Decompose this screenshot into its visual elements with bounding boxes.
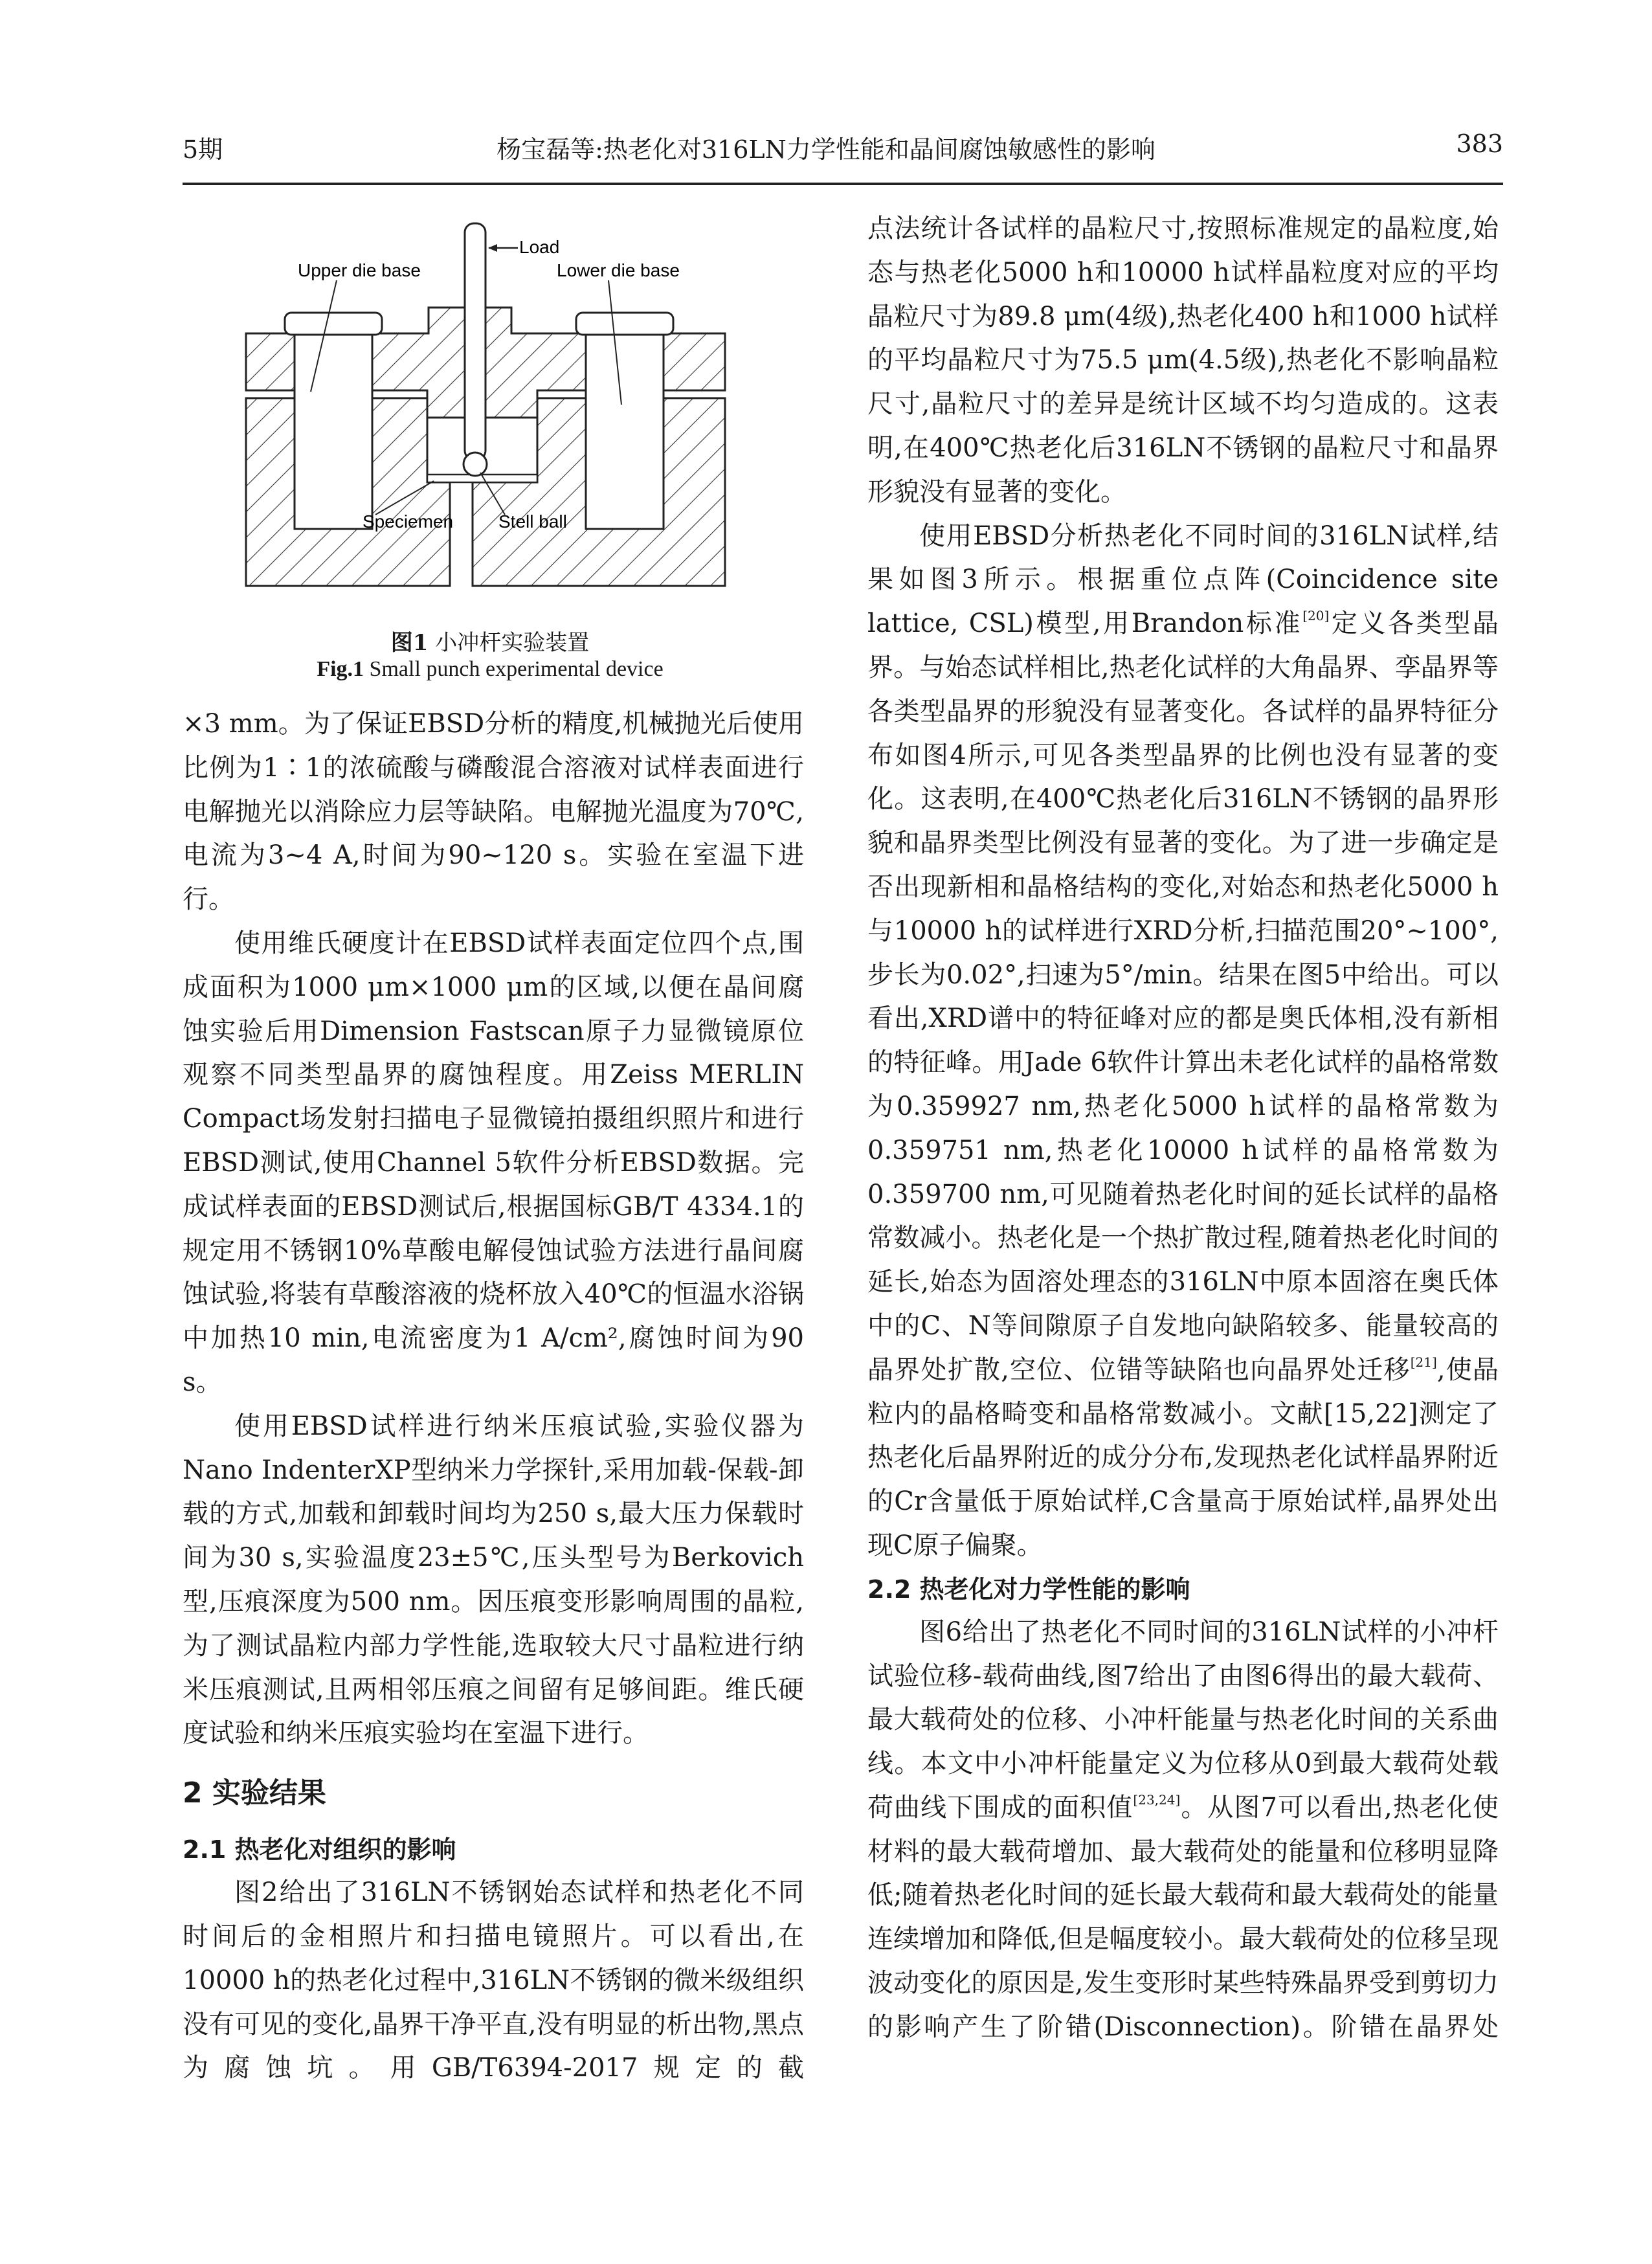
citation: [21]: [1410, 1354, 1437, 1370]
section-heading: 2 实验结果: [183, 1776, 326, 1810]
right-column: [867, 207, 1499, 2050]
label-specimen: Speciemen: [363, 511, 454, 532]
punch-rod: [465, 223, 486, 460]
bolt-head-right: [576, 313, 673, 335]
bolt-shaft-right: [586, 335, 664, 529]
running-title: 杨宝磊等:热老化对316LN力学性能和晶间腐蚀敏感性的影响: [497, 135, 1155, 164]
bolt-shaft-left: [295, 335, 372, 529]
paragraph: 图2给出了316LN不锈钢始态试样和热老化不同时间后的金相照片和扫描电镜照片。可以看出,在10000 h的热老化过程中,316LN不锈钢的微米级组织没有可见的变化,晶界干净平直,没有明显的析出物,黑点为腐蚀坑。用GB/T6394-2017规定的截: [183, 1877, 804, 2083]
citation: [20]: [1302, 608, 1330, 624]
small-punch-diagram: [240, 210, 731, 599]
left-column: [183, 702, 804, 2090]
page-number: 383: [1456, 129, 1503, 158]
paragraph: 使用维氏硬度计在EBSD试样表面定位四个点,围成面积为1000 μm×1000 μm的区域,以便在晶间腐蚀实验后用Dimension Fastscan原子力显微镜原位观察不同类型晶界的腐蚀程度。用Zeiss MERLIN Compact场发射扫描电子显微镜拍摄组织照片和进行EBSD测试,使用Channel 5软件分析EBSD数据。完成试样表面的EBSD测试后,根据国标GB/T 4334.1的规定用不锈钢10%草酸电解侵蚀试验方法进行晶间腐蚀试验,将装有草酸溶液的烧杯放入40℃的恒温水浴锅中加热10 min,电流密度为1 A/cm²,腐蚀时间为90 s。: [183, 928, 804, 1397]
label-upper-die: Upper die base: [298, 260, 421, 280]
paragraph: 点法统计各试样的晶粒尺寸,按照标准规定的晶粒度,始态与热老化5000 h和10000 h试样晶粒度对应的平均晶粒尺寸为89.8 μm(4级),热老化400 h和1000 h试样的平均晶粒尺寸为75.5 μm(4.5级),热老化不影响晶粒尺寸,晶粒尺寸的差异是统计区域不均匀造成的。这表明,在400℃热老化后316LN不锈钢的晶粒尺寸和晶界形貌没有显著的变化。: [867, 214, 1499, 507]
figure-caption-zh: 图1 小冲杆实验装置: [390, 630, 590, 656]
label-lower-die: Lower die base: [557, 260, 680, 280]
paragraph: ×3 mm。为了保证EBSD分析的精度,机械抛光后使用比例为1∶1的浓硫酸与磷酸混合溶液对试样表面进行电解抛光以消除应力层等缺陷。电解抛光温度为70℃,电流为3~4 A,时间为90~120 s。实验在室温下进行。: [183, 709, 804, 915]
subsection-heading: 2.2 热老化对力学性能的影响: [867, 1575, 1190, 1604]
subsection-heading: 2.1 热老化对组织的影响: [183, 1835, 456, 1865]
paragraph: 图6给出了热老化不同时间的316LN试样的小冲杆试验位移-载荷曲线,图7给出了由图6得出的最大载荷、最大载荷处的位移、小冲杆能量与热老化时间的关系曲线。本文中小冲杆能量定义为位移从0到最大载荷处载荷曲线下围成的面积值[23,24]。从图7可以看出,热老化使材料的最大载荷增加、最大载荷处的能量和位移明显降低;随着热老化时间的延长最大载荷和最大载荷处的能量连续增加和降低,但是幅度较小。最大载荷处的位移呈现波动变化的原因是,发生变形时某些特殊晶界受到剪切力的影响产生了阶错(Disconnection)。阶错在晶界处: [867, 1617, 1499, 2042]
figure-caption-en: Fig.1 Small punch experimental device: [317, 657, 664, 681]
label-steel-ball: Stell ball: [498, 511, 567, 532]
paragraph: 使用EBSD试样进行纳米压痕试验,实验仪器为Nano IndenterXP型纳米力学探针,采用加载-保载-卸载的方式,加载和卸载时间均为250 s,最大压力保载时间为30 s,实验温度23±5℃,压头型号为Berkovich型,压痕深度为500 nm。因压痕变形影响周围的晶粒,为了测试晶粒内部力学性能,选取较大尺寸晶粒进行纳米压痕测试,且两相邻压痕之间留有足够间距。维氏硬度试验和纳米压痕实验均在室温下进行。: [183, 1411, 804, 1749]
paragraph: 使用EBSD分析热老化不同时间的316LN试样,结果如图3所示。根据重位点阵(Coincidence site lattice, CSL)模型,用Brandon标准[20]定义各类型晶界。与始态试样相比,热老化试样的大角晶界、孪晶界等各类型晶界的形貌没有显著变化。各试样的晶界特征分布如图4所示,可见各类型晶界的比例也没有显著的变化。这表明,在400℃热老化后316LN不锈钢的晶界形貌和晶界类型比例没有显著的变化。为了进一步确定是否出现新相和晶格结构的变化,对始态和热老化5000 h与10000 h的试样进行XRD分析,扫描范围20°~100°,步长为0.02°,扫速为5°/min。结果在图5中给出。可以看出,XRD谱中的特征峰对应的都是奥氏体相,没有新相的特征峰。用Jade 6软件计算出未老化试样的晶格常数为0.359927 nm,热老化5000 h试样的晶格常数为0.359751 nm,热老化10000 h试样的晶格常数为0.359700 nm,可见随着热老化时间的延长试样的晶格常数减小。热老化是一个热扩散过程,随着热老化时间的延长,始态为固溶处理态的316LN中原本固溶在奥氏体中的C、N等间隙原子自发地向缺陷较多、能量较高的晶界处扩散,空位、位错等缺陷也向晶界处迁移[21],使晶粒内的晶格畸变和晶格常数减小。文献[15,22]测定了热老化后晶界附近的成分分布,发现热老化试样晶界附近的Cr含量低于原始试样,C含量高于原始试样,晶界处出现C原子偏聚。: [867, 521, 1499, 1560]
label-load: Load: [519, 237, 560, 257]
citation: [23,24]: [1133, 1791, 1181, 1808]
bolt-head-left: [285, 313, 382, 335]
steel-ball: [463, 453, 487, 476]
header-rule: [183, 183, 1503, 185]
journal-issue: 5期: [183, 135, 223, 164]
